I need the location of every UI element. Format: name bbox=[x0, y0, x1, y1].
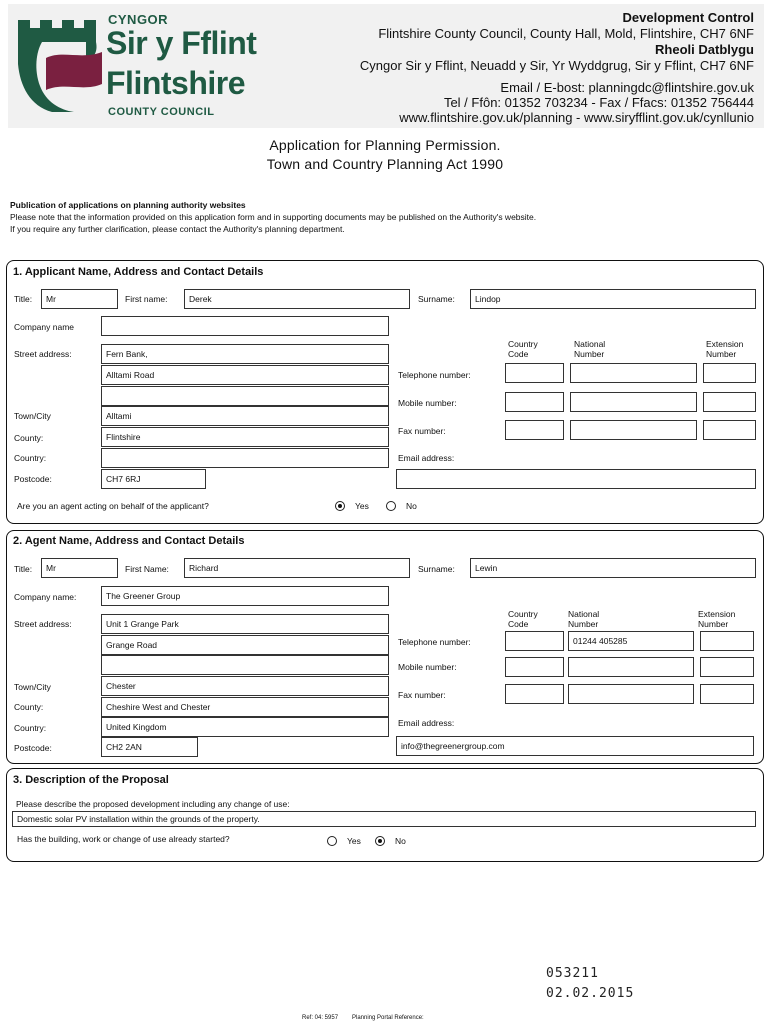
agent-nn-label: National Number bbox=[568, 609, 600, 629]
proposal-prompt: Please describe the proposed development including any change of use: bbox=[16, 799, 290, 809]
applicant-postcode-field[interactable]: CH7 6RJ bbox=[101, 469, 206, 489]
agent-ext-label: Extension Number bbox=[698, 609, 736, 629]
agent-county-label: County: bbox=[14, 702, 44, 712]
applicant-cc-label: Country Code bbox=[508, 339, 538, 359]
form-subtitle: Town and Country Planning Act 1990 bbox=[266, 156, 504, 172]
applicant-fax-label: Fax number: bbox=[398, 426, 446, 436]
agent-street-1[interactable]: Unit 1 Grange Park bbox=[101, 614, 389, 634]
castle-tower-icon bbox=[12, 12, 104, 120]
contact-email: Email / E-bost: planningdc@flintshire.gov.uk bbox=[500, 80, 754, 95]
agent-postcode-field[interactable]: CH2 2AN bbox=[101, 737, 198, 757]
section-proposal-heading: 3. Description of the Proposal bbox=[13, 774, 169, 786]
logo-flintshire: Flintshire bbox=[106, 65, 246, 101]
notice-heading: Publication of applications on planning authority websites bbox=[10, 200, 246, 210]
agent-title-field[interactable]: Mr bbox=[41, 558, 118, 578]
started-no-radio[interactable] bbox=[375, 836, 385, 846]
footer-ref: Ref: 04: 5957 bbox=[302, 1015, 339, 1021]
applicant-tel-label: Telephone number: bbox=[398, 370, 471, 380]
agent-fax-ext[interactable] bbox=[700, 684, 754, 704]
applicant-nn-label: National Number bbox=[574, 339, 606, 359]
notice-line-2: If you require any further clarification, please contact the Authority's planning department. bbox=[10, 224, 345, 234]
stamp-date: 02.02.2015 bbox=[546, 986, 635, 1001]
agent-no-radio[interactable] bbox=[386, 501, 396, 511]
agent-town-label: Town/City bbox=[14, 682, 51, 692]
agent-street-3[interactable] bbox=[101, 655, 389, 675]
agent-question: Are you an agent acting on behalf of the applicant? bbox=[17, 501, 209, 511]
agent-company-label: Company name: bbox=[14, 592, 77, 602]
applicant-company-field[interactable] bbox=[101, 316, 389, 336]
applicant-town-field[interactable]: Alltami bbox=[101, 406, 389, 426]
agent-cc-label: Country Code bbox=[508, 609, 538, 629]
applicant-fax-cc[interactable] bbox=[505, 420, 564, 440]
logo-sir-y-fflint: Sir y Fflint bbox=[106, 25, 257, 61]
section-agent-heading: 2. Agent Name, Address and Contact Details bbox=[13, 535, 245, 547]
applicant-title-field[interactable]: Mr bbox=[41, 289, 118, 309]
agent-surname-label: Surname: bbox=[418, 564, 455, 574]
applicant-surname-label: Surname: bbox=[418, 294, 455, 304]
agent-tel-cc[interactable] bbox=[505, 631, 564, 651]
applicant-mobile-cc[interactable] bbox=[505, 392, 564, 412]
applicant-tel-ext[interactable] bbox=[703, 363, 756, 383]
applicant-mobile-national[interactable] bbox=[570, 392, 697, 412]
agent-town-field[interactable]: Chester bbox=[101, 676, 389, 696]
address-welsh: Cyngor Sir y Fflint, Neuadd y Sir, Yr Wyddgrug, Sir y Fflint, CH7 6NF bbox=[359, 58, 754, 73]
agent-fax-cc[interactable] bbox=[505, 684, 564, 704]
applicant-street-label: Street address: bbox=[14, 349, 72, 359]
logo-cyngor: CYNGOR bbox=[108, 12, 169, 27]
agent-no-label: No bbox=[406, 501, 417, 511]
agent-street-label: Street address: bbox=[14, 619, 72, 629]
dept-english: Development Control bbox=[622, 10, 754, 25]
agent-county-field[interactable]: Cheshire West and Chester bbox=[101, 697, 389, 717]
contact-phone: Tel / Ffôn: 01352 703234 - Fax / Ffacs: 01352 756444 bbox=[443, 95, 754, 110]
agent-title-label: Title: bbox=[14, 564, 33, 574]
proposal-description-field[interactable]: Domestic solar PV installation within the grounds of the property. bbox=[12, 811, 756, 827]
agent-email-label: Email address: bbox=[398, 718, 455, 728]
agent-first-field[interactable]: Richard bbox=[184, 558, 410, 578]
applicant-mobile-label: Mobile number: bbox=[398, 398, 457, 408]
applicant-country-label: Country: bbox=[14, 453, 47, 463]
applicant-street-2[interactable]: Alltami Road bbox=[101, 365, 389, 385]
applicant-mobile-ext[interactable] bbox=[703, 392, 756, 412]
dept-welsh: Rheoli Datblygu bbox=[655, 42, 754, 57]
agent-tel-national[interactable]: 01244 405285 bbox=[568, 631, 694, 651]
started-no-label: No bbox=[395, 836, 406, 846]
agent-email-field[interactable]: info@thegreenergroup.com bbox=[396, 736, 754, 756]
agent-mobile-cc[interactable] bbox=[505, 657, 564, 677]
agent-fax-label: Fax number: bbox=[398, 690, 446, 700]
applicant-first-field[interactable]: Derek bbox=[184, 289, 410, 309]
agent-tel-label: Telephone number: bbox=[398, 637, 471, 647]
notice-line-1: Please note that the information provided on this application form and in supporting documents may be published on the Authority's website. bbox=[10, 212, 537, 222]
address-english: Flintshire County Council, County Hall, Mold, Flintshire, CH7 6NF bbox=[378, 26, 754, 41]
contact-web: www.flintshire.gov.uk/planning - www.siryfflint.gov.uk/cynllunio bbox=[399, 110, 754, 125]
agent-surname-field[interactable]: Lewin bbox=[470, 558, 756, 578]
applicant-country-field[interactable] bbox=[101, 448, 389, 468]
applicant-first-label: First name: bbox=[125, 294, 168, 304]
agent-first-label: First Name: bbox=[125, 564, 169, 574]
stamp-number: 053211 bbox=[546, 966, 599, 981]
agent-country-label: Country: bbox=[14, 723, 47, 733]
applicant-tel-national[interactable] bbox=[570, 363, 697, 383]
started-yes-label: Yes bbox=[347, 836, 361, 846]
applicant-ext-label: Extension Number bbox=[706, 339, 744, 359]
footer-portal-ref: Planning Portal Reference: bbox=[352, 1015, 424, 1021]
form-title: Application for Planning Permission. bbox=[269, 137, 501, 153]
section-applicant-heading: 1. Applicant Name, Address and Contact Details bbox=[13, 266, 264, 278]
applicant-postcode-label: Postcode: bbox=[14, 474, 52, 484]
applicant-tel-cc[interactable] bbox=[505, 363, 564, 383]
agent-company-field[interactable]: The Greener Group bbox=[101, 586, 389, 606]
applicant-surname-field[interactable]: Lindop bbox=[470, 289, 756, 309]
agent-fax-national[interactable] bbox=[568, 684, 694, 704]
council-logo bbox=[12, 10, 272, 122]
agent-yes-radio[interactable] bbox=[335, 501, 345, 511]
agent-mobile-ext[interactable] bbox=[700, 657, 754, 677]
applicant-town-label: Town/City bbox=[14, 411, 51, 421]
applicant-street-1[interactable]: Fern Bank, bbox=[101, 344, 389, 364]
started-question: Has the building, work or change of use already started? bbox=[17, 834, 230, 844]
applicant-email-label: Email address: bbox=[398, 453, 455, 463]
agent-street-2[interactable]: Grange Road bbox=[101, 635, 389, 655]
logo-county-council: COUNTY COUNCIL bbox=[108, 106, 215, 118]
agent-postcode-label: Postcode: bbox=[14, 743, 52, 753]
started-yes-radio[interactable] bbox=[327, 836, 337, 846]
agent-tel-ext[interactable] bbox=[700, 631, 754, 651]
applicant-fax-national[interactable] bbox=[570, 420, 697, 440]
applicant-email-field[interactable] bbox=[396, 469, 756, 489]
agent-mobile-national[interactable] bbox=[568, 657, 694, 677]
applicant-county-field[interactable]: Flintshire bbox=[101, 427, 389, 447]
applicant-street-3[interactable] bbox=[101, 386, 389, 406]
applicant-fax-ext[interactable] bbox=[703, 420, 756, 440]
applicant-company-label: Company name bbox=[14, 322, 75, 332]
agent-country-field[interactable]: United Kingdom bbox=[101, 717, 389, 737]
applicant-title-label: Title: bbox=[14, 294, 33, 304]
agent-mobile-label: Mobile number: bbox=[398, 662, 457, 672]
applicant-county-label: County: bbox=[14, 433, 44, 443]
agent-yes-label: Yes bbox=[355, 501, 369, 511]
